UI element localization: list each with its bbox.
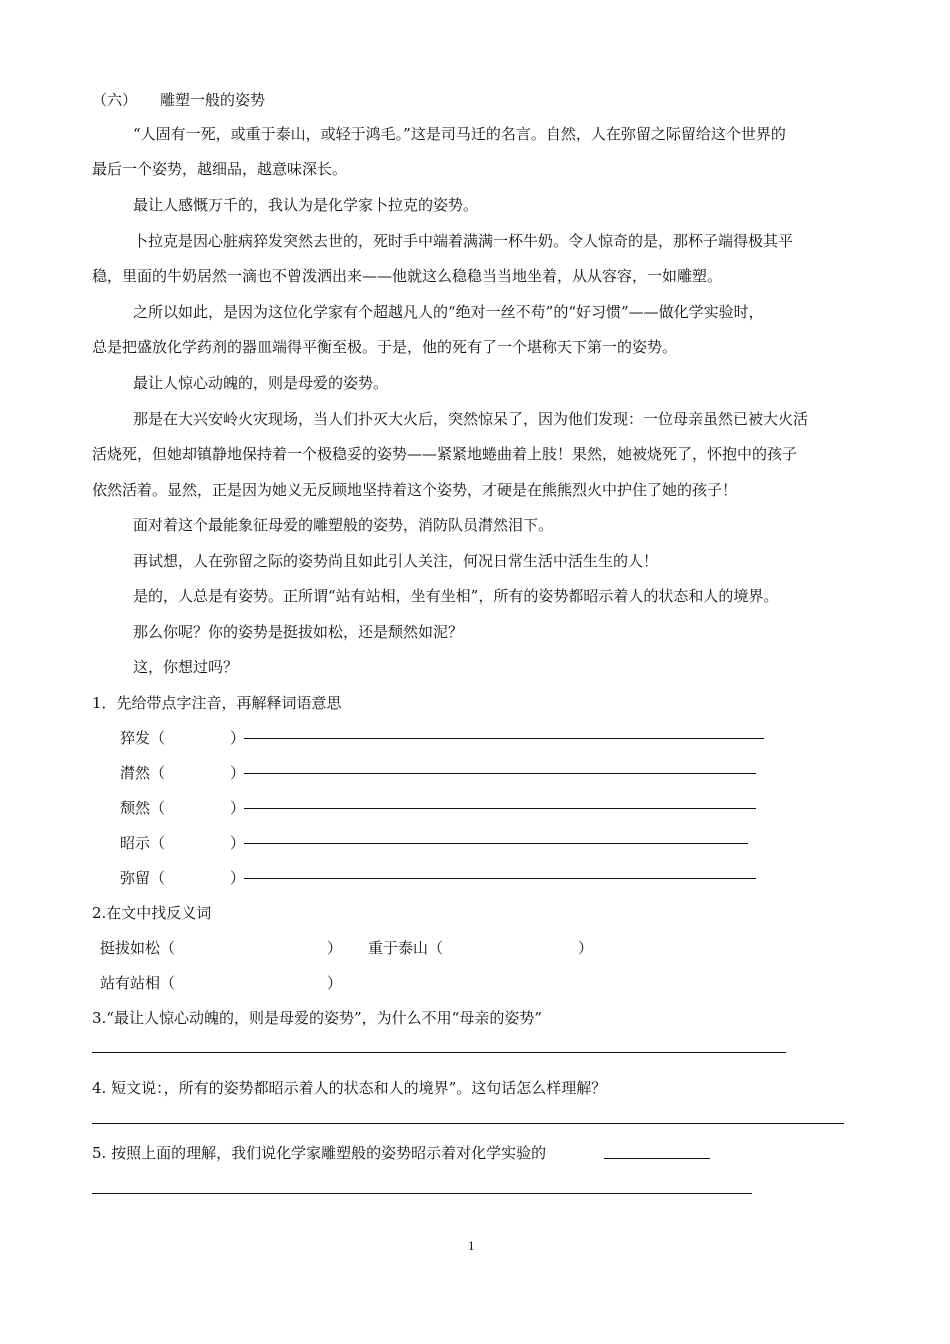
- passage-line: 最后一个姿势，越细品，越意味深长。: [92, 160, 348, 178]
- q4-answer-line[interactable]: [92, 1123, 844, 1124]
- question-5-prompt: 5. 按照上面的理解，我们说化学家雕塑般的姿势昭示着对化学实验的: [92, 1144, 547, 1162]
- passage-line: 之所以如此，是因为这位化学家有个超越凡人的“绝对一丝不苟”的“好习惯”——做化学实验时，: [133, 303, 764, 321]
- q1-word: 潸然（: [120, 764, 166, 782]
- q1-word: 颓然（: [120, 799, 166, 817]
- q5-answer-line[interactable]: [92, 1193, 752, 1194]
- q1-close-paren: ）: [230, 764, 246, 782]
- q1-answer-line[interactable]: [244, 843, 748, 844]
- question-2-prompt: 2.在文中找反义词: [92, 904, 212, 922]
- passage-line: 那么你呢？你的姿势是挺拔如松，还是颓然如泥？: [133, 623, 464, 641]
- question-3-prompt: 3.“最让人惊心动魄的，则是母爱的姿势”，为什么不用“母亲的姿势”: [92, 1009, 542, 1027]
- passage-line: 总是把盛放化学药剂的器皿端得平衡至极。于是，他的死有了一个堪称天下第一的姿势。: [92, 338, 678, 356]
- passage-line: 卜拉克是因心脏病猝发突然去世的，死时手中端着满满一杯牛奶。令人惊奇的是，那杯子端得极其平: [133, 232, 794, 250]
- q2-close-paren: ）: [578, 939, 594, 957]
- q1-answer-line[interactable]: [244, 878, 756, 879]
- passage-line: 稳，里面的牛奶居然一滴也不曾泼洒出来——他就这么稳稳当当地坐着，从从容容，一如雕塑。: [92, 267, 723, 285]
- q1-close-paren: ）: [230, 799, 246, 817]
- q2-item: 站有站相（: [100, 974, 176, 992]
- question-4-prompt: 4. 短文说：，所有的姿势都昭示着人的状态和人的境界”。这句话怎么样理解？: [92, 1079, 607, 1097]
- section-title: 雕塑一般的姿势: [160, 91, 266, 109]
- q1-answer-line[interactable]: [244, 808, 756, 809]
- q1-close-paren: ）: [230, 834, 246, 852]
- q1-close-paren: ）: [230, 729, 246, 747]
- passage-line: 最让人感慨万千的，我认为是化学家卜拉克的姿势。: [133, 196, 479, 214]
- section-number: （六）: [92, 91, 138, 109]
- passage-line: 那是在大兴安岭火灾现场，当人们扑灭大火后，突然惊呆了，因为他们发现：一位母亲虽然已被大火活: [133, 410, 809, 428]
- q1-answer-line[interactable]: [244, 738, 764, 739]
- q2-close-paren: ）: [327, 939, 343, 957]
- q2-item: 重于泰山（: [368, 939, 444, 957]
- q2-close-paren: ）: [327, 974, 343, 992]
- q1-answer-line[interactable]: [244, 773, 756, 774]
- q1-word: 弥留（: [120, 869, 166, 887]
- q1-word: 昭示（: [120, 834, 166, 852]
- passage-line: 依然活着。显然，正是因为她义无反顾地坚持着这个姿势，才硬是在熊熊烈火中护住了她的孩子！: [92, 481, 738, 499]
- q2-item: 挺拔如松（: [100, 939, 176, 957]
- question-1-prompt: 1．先给带点字注音，再解释词语意思: [92, 694, 342, 712]
- page-number: 1: [468, 1238, 475, 1253]
- passage-line: 再试想，人在弥留之际的姿势尚且如此引人关注，何况日常生活中活生生的人！: [133, 552, 659, 570]
- passage-line: 面对着这个最能象征母爱的雕塑般的姿势，消防队员潸然泪下。: [133, 516, 554, 534]
- q1-close-paren: ）: [230, 869, 246, 887]
- q3-answer-line[interactable]: [92, 1052, 786, 1053]
- passage-line: 最让人惊心动魄的，则是母爱的姿势。: [133, 374, 389, 392]
- passage-line: 活烧死，但她却镇静地保持着一个极稳妥的姿势——紧紧地蜷曲着上肢！果然，她被烧死了，怀抱中的孩子: [92, 445, 798, 463]
- passage-line: 这，你想过吗？: [133, 658, 239, 676]
- passage-line: “人固有一死，或重于泰山，或轻于鸿毛。”这是司马迁的名言。自然，人在弥留之际留给这个世界的: [133, 125, 786, 143]
- q1-word: 猝发（: [120, 729, 166, 747]
- q5-inline-answer-line[interactable]: [604, 1158, 710, 1159]
- passage-line: 是的，人总是有姿势。正所谓“站有站相，坐有坐相”，所有的姿势都昭示着人的状态和人的境界。: [133, 587, 779, 605]
